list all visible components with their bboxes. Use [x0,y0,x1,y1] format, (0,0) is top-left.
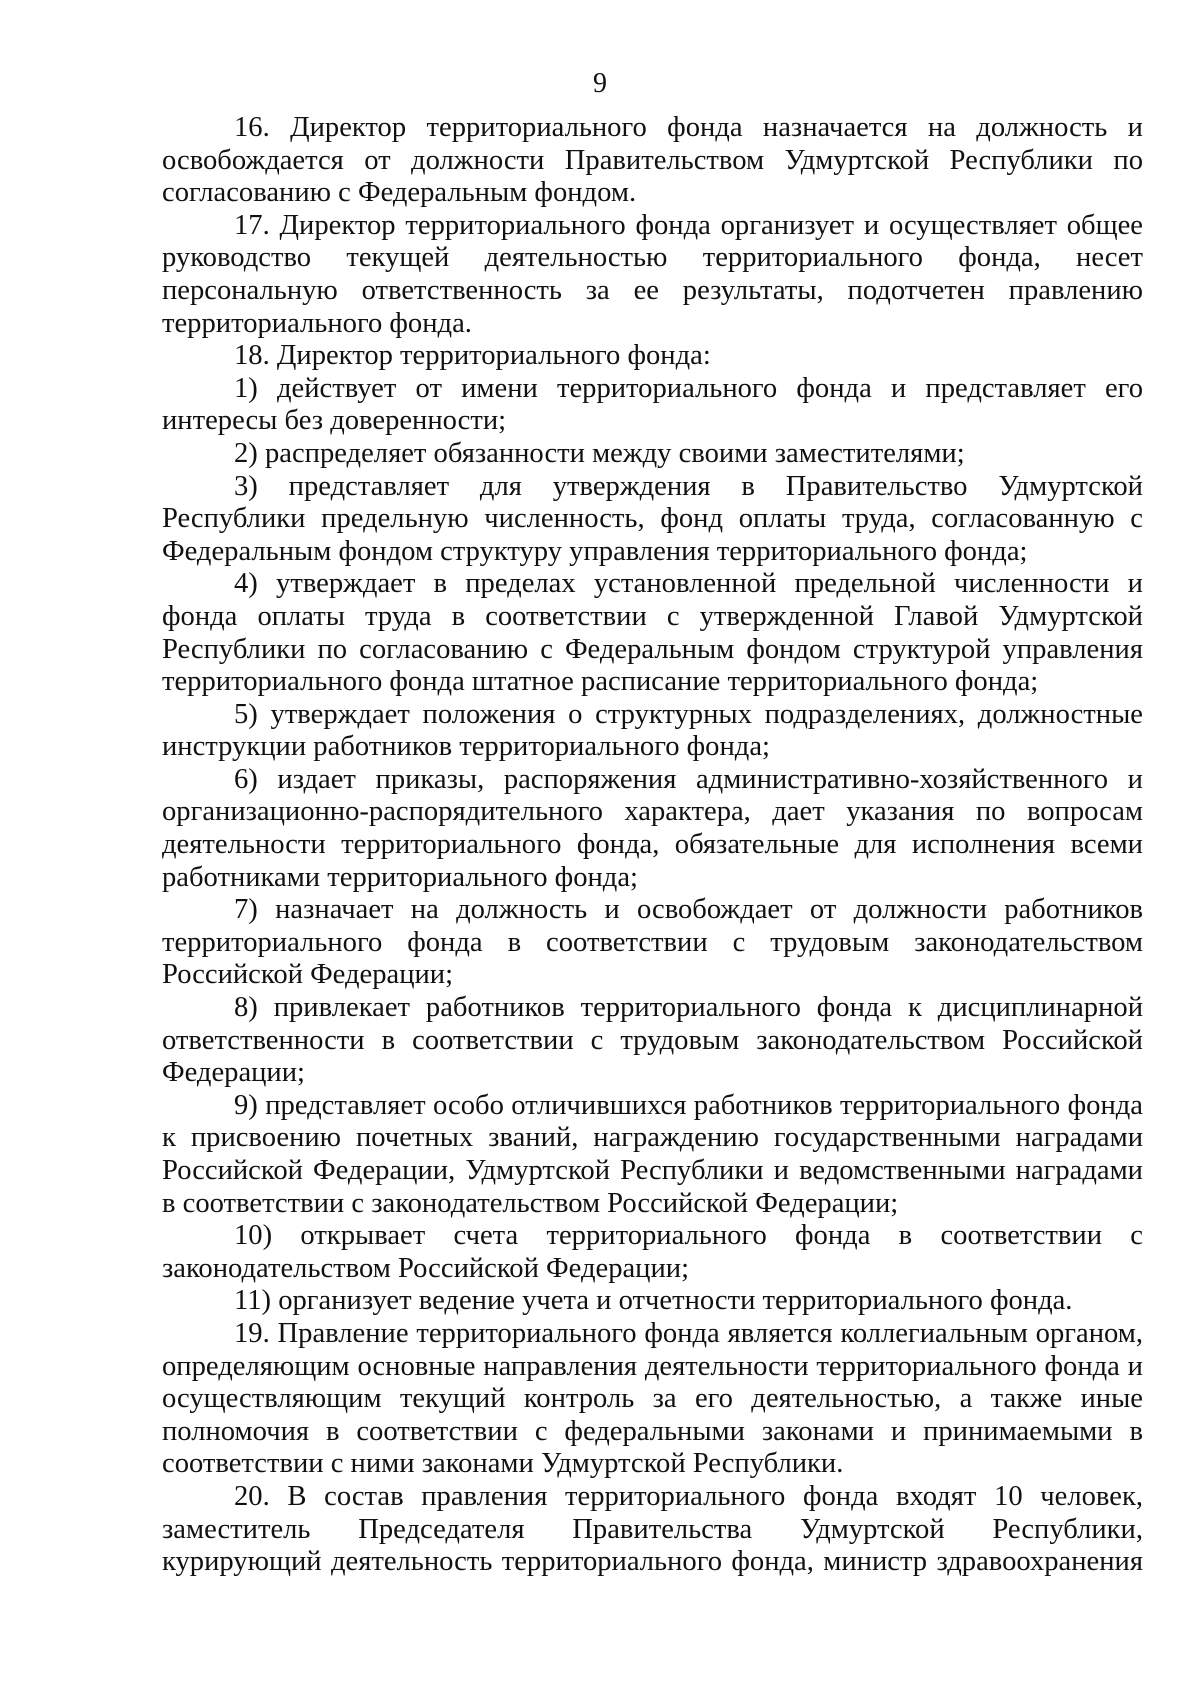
paragraph-17: 17. Директор территориального фонда организует и осуществляет общее руководство текущей деятельностью территориального фонда, несет персональную ответственность за ее результаты, подотчетен правлению территориального фонда. [162,209,1143,339]
list-item-7: 7) назначает на должность и освобождает от должности работников территориального фонда в соответствии с трудовым законодательством Российской Федерации; [162,894,1143,991]
document-body [162,112,1143,1579]
paragraph-19: 19. Правление территориального фонда является коллегиальным органом, определяющим основные направления деятельности территориального фонда и осуществляющим текущий контроль за его деятельностью, а также иные полномочия в соответствии с федеральными законами и принимаемыми в соответствии с ними законами Удмуртской Республики. [162,1317,1143,1480]
paragraph-16: 16. Директор территориального фонда назначается на должность и освобождается от должности Правительством Удмуртской Республики по согласованию с Федеральным фондом. [162,112,1143,209]
list-item-9: 9) представляет особо отличившихся работников территориального фонда к присвоению почетных званий, награждению государственными наградами Российской Федерации, Удмуртской Республики и ведомственными наградами в соответствии с законодательством Российской Федерации; [162,1089,1143,1219]
paragraph-18: 18. Директор территориального фонда: [234,340,711,372]
list-item-5: 5) утверждает положения о структурных подразделениях, должностные инструкции работников территориального фонда; [162,698,1143,763]
list-item-1: 1) действует от имени территориального фонда и представляет его интересы без доверенности; [162,372,1143,437]
list-item-6: 6) издает приказы, распоряжения административно-хозяйственного и организационно-распорядительного характера, дает указания по вопросам деятельности территориального фонда, обязательные для исполнения всеми работниками территориального фонда; [162,763,1143,893]
list-item-3: 3) представляет для утверждения в Правительство Удмуртской Республики предельную численность, фонд оплаты труда, согласованную с Федеральным фондом структуру управления территориального фонда; [162,470,1143,567]
paragraph-20: 20. В состав правления территориального фонда входят 10 человек, заместитель Председателя Правительства Удмуртской Республики, курирующий деятельность территориального фонда, министр здравоохранения [162,1480,1143,1578]
list-item-4: 4) утверждает в пределах установленной предельной численности и фонда оплаты труда в соответствии с утвержденной Главой Удмуртской Республики по согласованию с Федеральным фондом структурой управления территориального фонда штатное расписание территориального фонда; [162,568,1143,698]
page-number: 9 [593,68,607,99]
list-item-2: 2) распределяет обязанности между своими заместителями; [234,437,965,469]
list-item-8: 8) привлекает работников территориального фонда к дисциплинарной ответственности в соответствии с трудовым законодательством Российской Федерации; [162,992,1143,1089]
list-item-10: 10) открывает счета территориального фонда в соответствии с законодательством Российской Федерации; [162,1220,1143,1284]
list-item-11: 11) организует ведение учета и отчетности территориального фонда. [234,1285,1073,1317]
